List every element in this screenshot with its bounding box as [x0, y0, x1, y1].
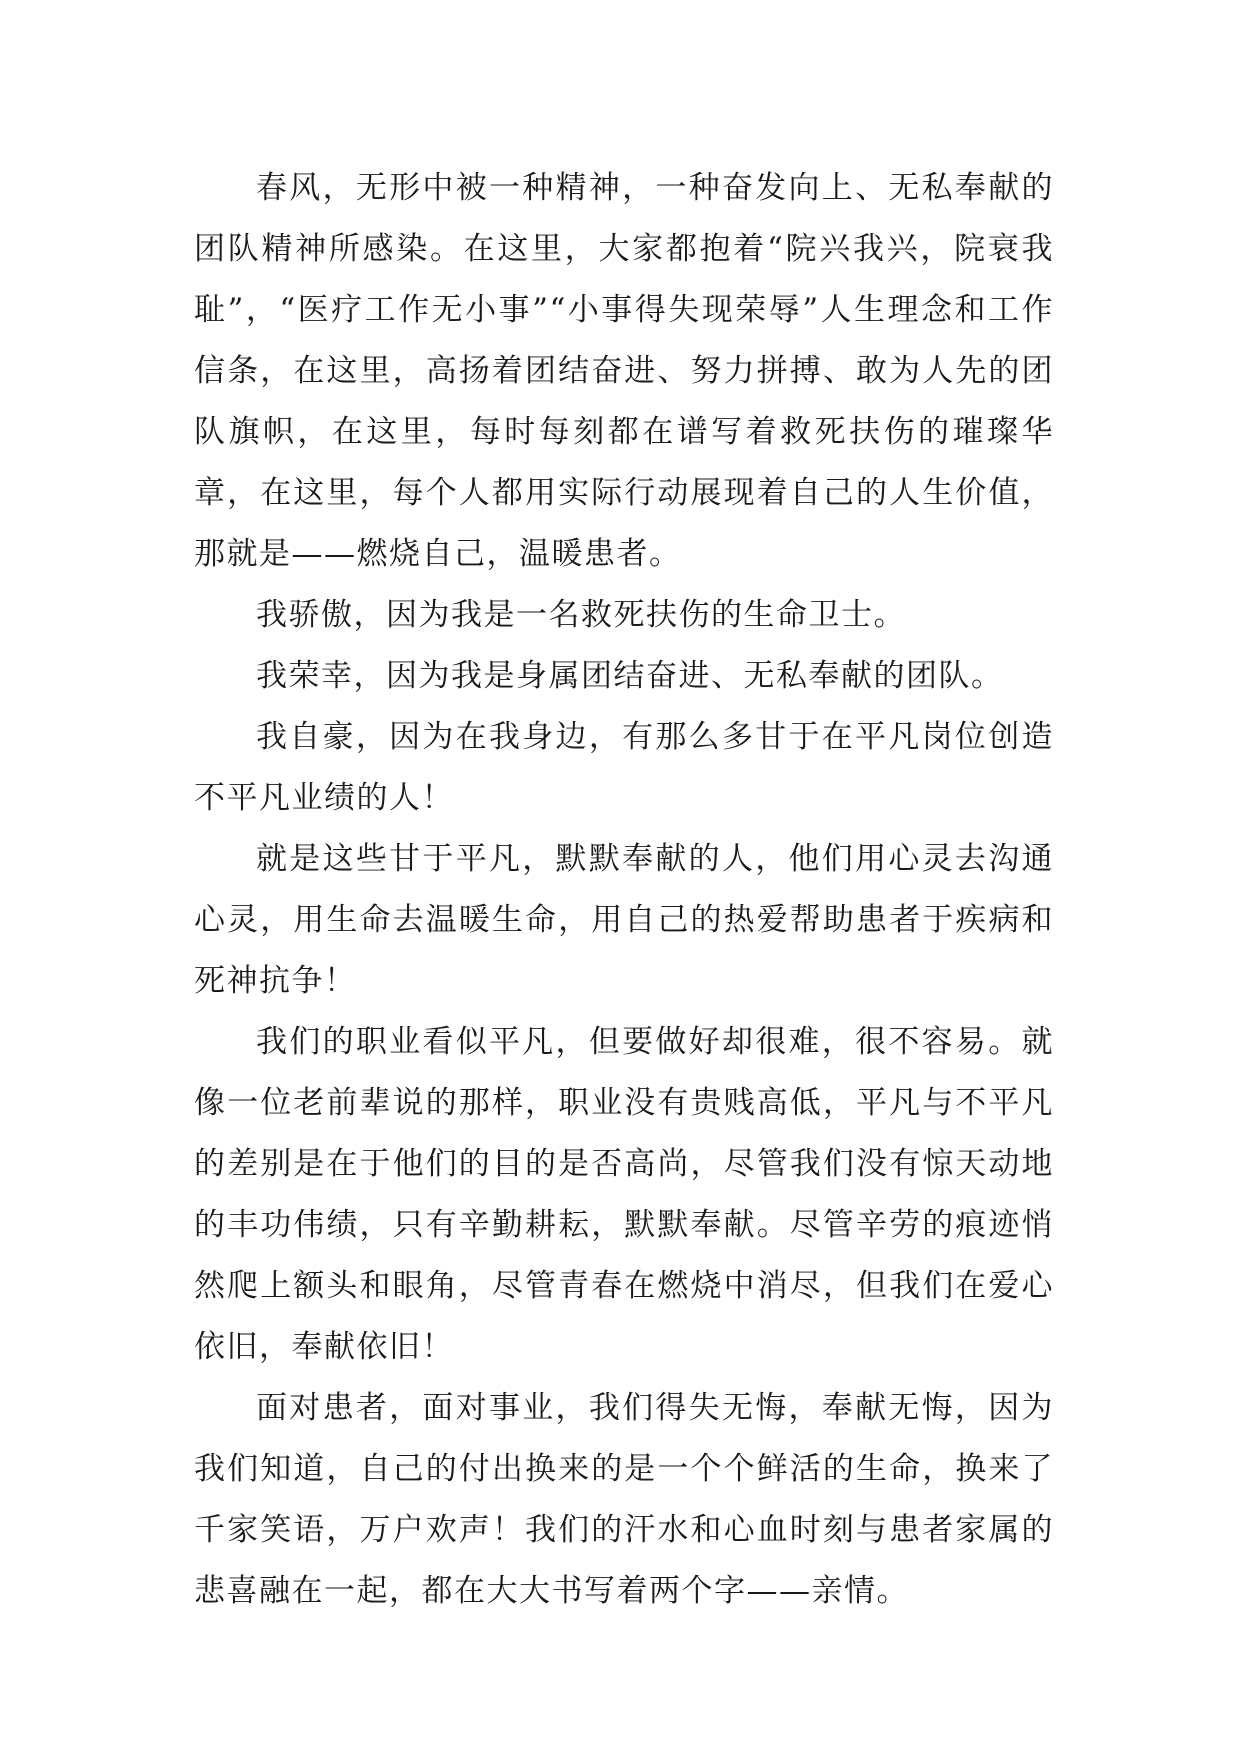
paragraph-4: 我自豪，因为在我身边，有那么多甘于在平凡岗位创造不平凡业绩的人！: [194, 719, 1054, 816]
document-body: [194, 158, 1054, 1622]
paragraph-1: 春风，无形中被一种精神，一种奋发向上、无私奉献的团队精神所感染。在这里，大家都抱着“院兴我兴，院衰我耻”，“医疗工作无小事”“小事得失现荣辱”人生理念和工作信条，在这里，高扬着团结奋进、努力拼搏、敢为人先的团队旗帜，在这里，每时每刻都在谱写着救死扶伤的璀璨华章，在这里，每个人都用实际行动展现着自己的人生价值，那就是——燃烧自己，温暖患者。: [194, 170, 1054, 572]
paragraph-2: 我骄傲，因为我是一名救死扶伤的生命卫士。: [256, 597, 906, 633]
paragraph-3: 我荣幸，因为我是身属团结奋进、无私奉献的团队。: [256, 658, 1004, 694]
paragraph-5: 就是这些甘于平凡，默默奉献的人，他们用心灵去沟通心灵，用生命去温暖生命，用自己的热爱帮助患者于疾病和死神抗争！: [194, 841, 1054, 999]
paragraph-6: 我们的职业看似平凡，但要做好却很难，很不容易。就像一位老前辈说的那样，职业没有贵贱高低，平凡与不平凡的差别是在于他们的目的是否高尚，尽管我们没有惊天动地的丰功伟绩，只有辛勤耕耘，默默奉献。尽管辛劳的痕迹悄然爬上额头和眼角，尽管青春在燃烧中消尽，但我们在爱心依旧，奉献依旧！: [194, 1024, 1054, 1365]
paragraph-7: 面对患者，面对事业，我们得失无悔，奉献无悔，因为我们知道，自己的付出换来的是一个个鲜活的生命，换来了千家笑语，万户欢声！我们的汗水和心血时刻与患者家属的悲喜融在一起，都在大大书写着两个字——亲情。: [194, 1390, 1054, 1609]
